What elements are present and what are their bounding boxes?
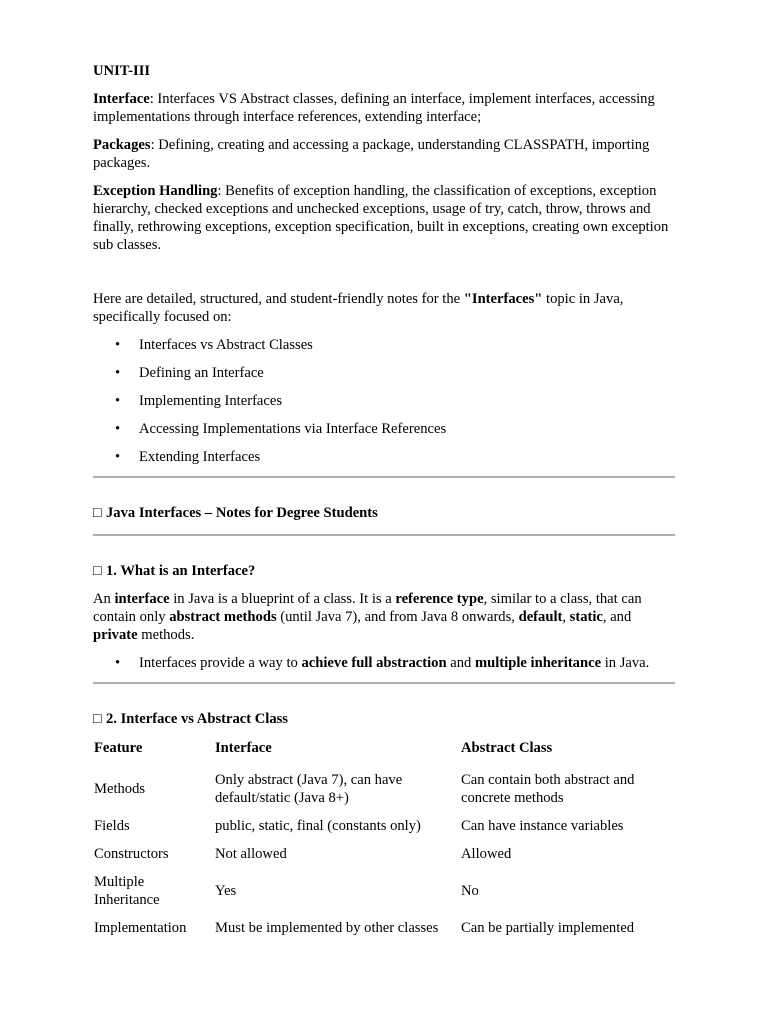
divider	[93, 682, 675, 684]
section1-paragraph	[93, 590, 675, 644]
table-header: Abstract Class	[461, 740, 553, 756]
table-row	[93, 812, 675, 840]
table-cell: Can contain both abstract and concrete methods	[461, 772, 635, 806]
missing-glyph-icon: □	[93, 505, 102, 521]
table-row	[93, 766, 675, 812]
bold-run: default	[518, 609, 563, 625]
intro-bold: "Interfaces"	[463, 291, 543, 307]
bold-run: achieve full abstraction	[301, 655, 447, 671]
table-cell: Can be partially implemented	[461, 920, 635, 936]
table-header: Feature	[94, 740, 143, 756]
topic-item: • Accessing Implementations via Interface References	[139, 420, 675, 438]
bold-run: private	[93, 627, 138, 643]
topic-item: • Defining an Interface	[139, 364, 675, 382]
divider	[93, 534, 675, 536]
syllabus-exception-handling	[93, 182, 675, 254]
table-cell: public, static, final (constants only)	[215, 818, 421, 834]
section2-heading-text: 2. Interface vs Abstract Class	[106, 711, 288, 727]
table-cell: Not allowed	[215, 846, 287, 862]
notes-title-text: Java Interfaces – Notes for Degree Students	[106, 505, 378, 521]
syllabus-interface-text: : Interfaces VS Abstract classes, defining an interface, implement interfaces, accessing implementations through interface references, extending interface;	[93, 91, 655, 125]
divider	[93, 476, 675, 478]
unit-title: UNIT-III	[93, 63, 151, 79]
syllabus-exception-text: : Benefits of exception handling, the classification of exceptions, exception hierarchy, checked exceptions and unchecked exceptions, usage of try, catch, throw, throws and finally, rethrowing exceptions, exception specification, built in exceptions, creating own exception sub classes.	[93, 183, 669, 253]
table-cell: Must be implemented by other classes	[215, 920, 439, 936]
notes-title	[93, 504, 675, 522]
table-cell: Fields	[94, 818, 130, 834]
bold-run: reference type	[395, 591, 484, 607]
table-cell: Constructors	[94, 846, 169, 862]
bold-run: multiple inheritance	[474, 655, 602, 671]
table-cell: Implementation	[94, 920, 187, 936]
table-row	[93, 840, 675, 868]
text-run: in Java is a blueprint of a class. It is a	[169, 591, 396, 607]
table-row	[93, 914, 675, 942]
bold-run: interface	[114, 591, 170, 607]
table-row	[93, 868, 675, 914]
text-run: , similar to a class, that can contain only	[93, 591, 642, 625]
comparison-table	[93, 734, 675, 942]
missing-glyph-icon: □	[93, 711, 102, 727]
section2-heading	[93, 710, 675, 728]
table-cell: Yes	[215, 883, 237, 899]
table-cell: Methods	[94, 781, 146, 797]
syllabus-interface-label: Interface	[93, 91, 150, 107]
section1-heading-text: 1. What is an Interface?	[106, 563, 256, 579]
text-run: (until Java 7), and from Java 8 onwards,	[276, 609, 519, 625]
intro-before: Here are detailed, structured, and student-friendly notes for the	[93, 291, 464, 307]
intro-paragraph	[93, 290, 675, 326]
syllabus-packages	[93, 136, 675, 172]
table-cell: Multiple Inheritance	[94, 874, 160, 908]
topic-item: • Extending Interfaces	[139, 448, 675, 466]
syllabus-packages-label: Packages	[93, 137, 151, 153]
table-header-row	[93, 734, 675, 766]
document-page	[93, 62, 675, 942]
table-cell: Can have instance variables	[461, 818, 624, 834]
text-run: ,	[562, 609, 570, 625]
text-run: An	[93, 591, 115, 607]
table-cell: Allowed	[461, 846, 512, 862]
syllabus-interface	[93, 90, 675, 126]
table-header: Interface	[215, 740, 272, 756]
section1-bullets	[93, 654, 675, 672]
topic-item: • Interfaces vs Abstract Classes	[139, 336, 675, 354]
topics-list	[93, 336, 675, 466]
syllabus-packages-text: : Defining, creating and accessing a package, understanding CLASSPATH, importing packages.	[93, 137, 650, 171]
bold-run: static	[569, 609, 603, 625]
missing-glyph-icon: □	[93, 563, 102, 579]
text-run: , and	[602, 609, 632, 625]
section1-heading	[93, 562, 675, 580]
text-run: Interfaces provide a way to	[139, 655, 302, 671]
text-run: in Java.	[601, 655, 650, 671]
text-run: methods.	[137, 627, 195, 643]
bold-run: abstract methods	[169, 609, 277, 625]
topic-item: • Implementing Interfaces	[139, 392, 675, 410]
table-cell: No	[461, 883, 479, 899]
section1-bullet	[139, 654, 675, 672]
text-run: and	[446, 655, 475, 671]
syllabus-exception-label: Exception Handling	[93, 183, 218, 199]
intro-after: topic in Java, specifically focused on:	[93, 291, 624, 325]
table-cell: Only abstract (Java 7), can have default/static (Java 8+)	[215, 772, 403, 806]
